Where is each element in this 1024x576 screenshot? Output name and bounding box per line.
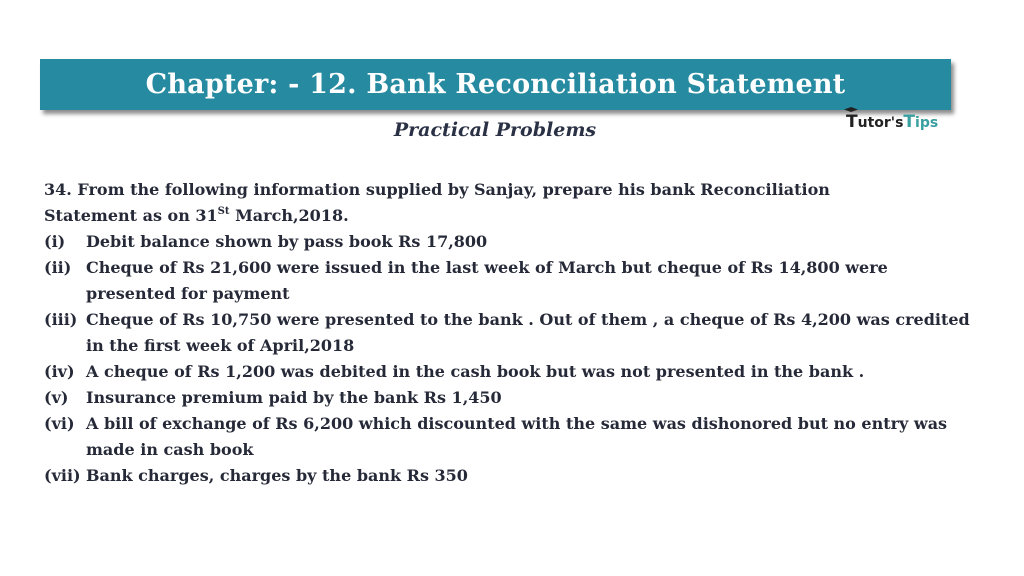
date-superscript: St (217, 206, 230, 217)
logo-part-2: utor's (857, 115, 904, 131)
list-item (44, 463, 974, 489)
question-date-prefix: Statement as on 31 (44, 206, 218, 225)
item-text: Bank charges, charges by the bank Rs 350 (86, 466, 468, 485)
item-text: Debit balance shown by pass book Rs 17,800 (86, 232, 488, 251)
item-text: A bill of exchange of Rs 6,200 which discounted with the same was dishonored but no entry was made in cash book (86, 414, 948, 459)
list-item (44, 255, 974, 307)
logo-part-1: T (846, 112, 858, 132)
item-number: (iii) (44, 310, 78, 329)
item-number: (vii) (44, 466, 81, 485)
item-text: Cheque of Rs 10,750 were presented to the bank . Out of them , a cheque of Rs 4,200 was credited in the first week of April,2018 (86, 310, 970, 355)
question-block (44, 177, 974, 489)
item-number: (i) (44, 232, 66, 251)
list-item (44, 229, 974, 255)
page-subtitle: Practical Problems (393, 119, 597, 141)
item-number: (iv) (44, 362, 75, 381)
item-text: Cheque of Rs 21,600 were issued in the last week of March but cheque of Rs 14,800 were presented for payment (86, 258, 888, 303)
question-date-line (44, 203, 974, 229)
item-text: Insurance premium paid by the bank Rs 1,450 (86, 388, 502, 407)
graduation-cap-icon (844, 107, 858, 113)
question-date-suffix: March,2018. (229, 206, 349, 225)
item-number: (v) (44, 388, 69, 407)
question-intro: 34. From the following information supplied by Sanjay, prepare his bank Reconciliation (44, 180, 830, 199)
list-item (44, 385, 974, 411)
list-item (44, 307, 974, 359)
item-number: (ii) (44, 258, 72, 277)
list-item (44, 359, 974, 385)
item-text: A cheque of Rs 1,200 was debited in the cash book but was not presented in the bank . (86, 362, 865, 381)
chapter-title: Chapter: - 12. Bank Reconciliation Statement (145, 69, 846, 100)
chapter-title-banner (40, 59, 951, 110)
tutors-tips-logo (846, 112, 956, 140)
item-number: (vi) (44, 414, 75, 433)
list-item (44, 411, 974, 463)
logo-part-3: T (903, 112, 916, 132)
logo-part-4: ips (915, 115, 939, 131)
